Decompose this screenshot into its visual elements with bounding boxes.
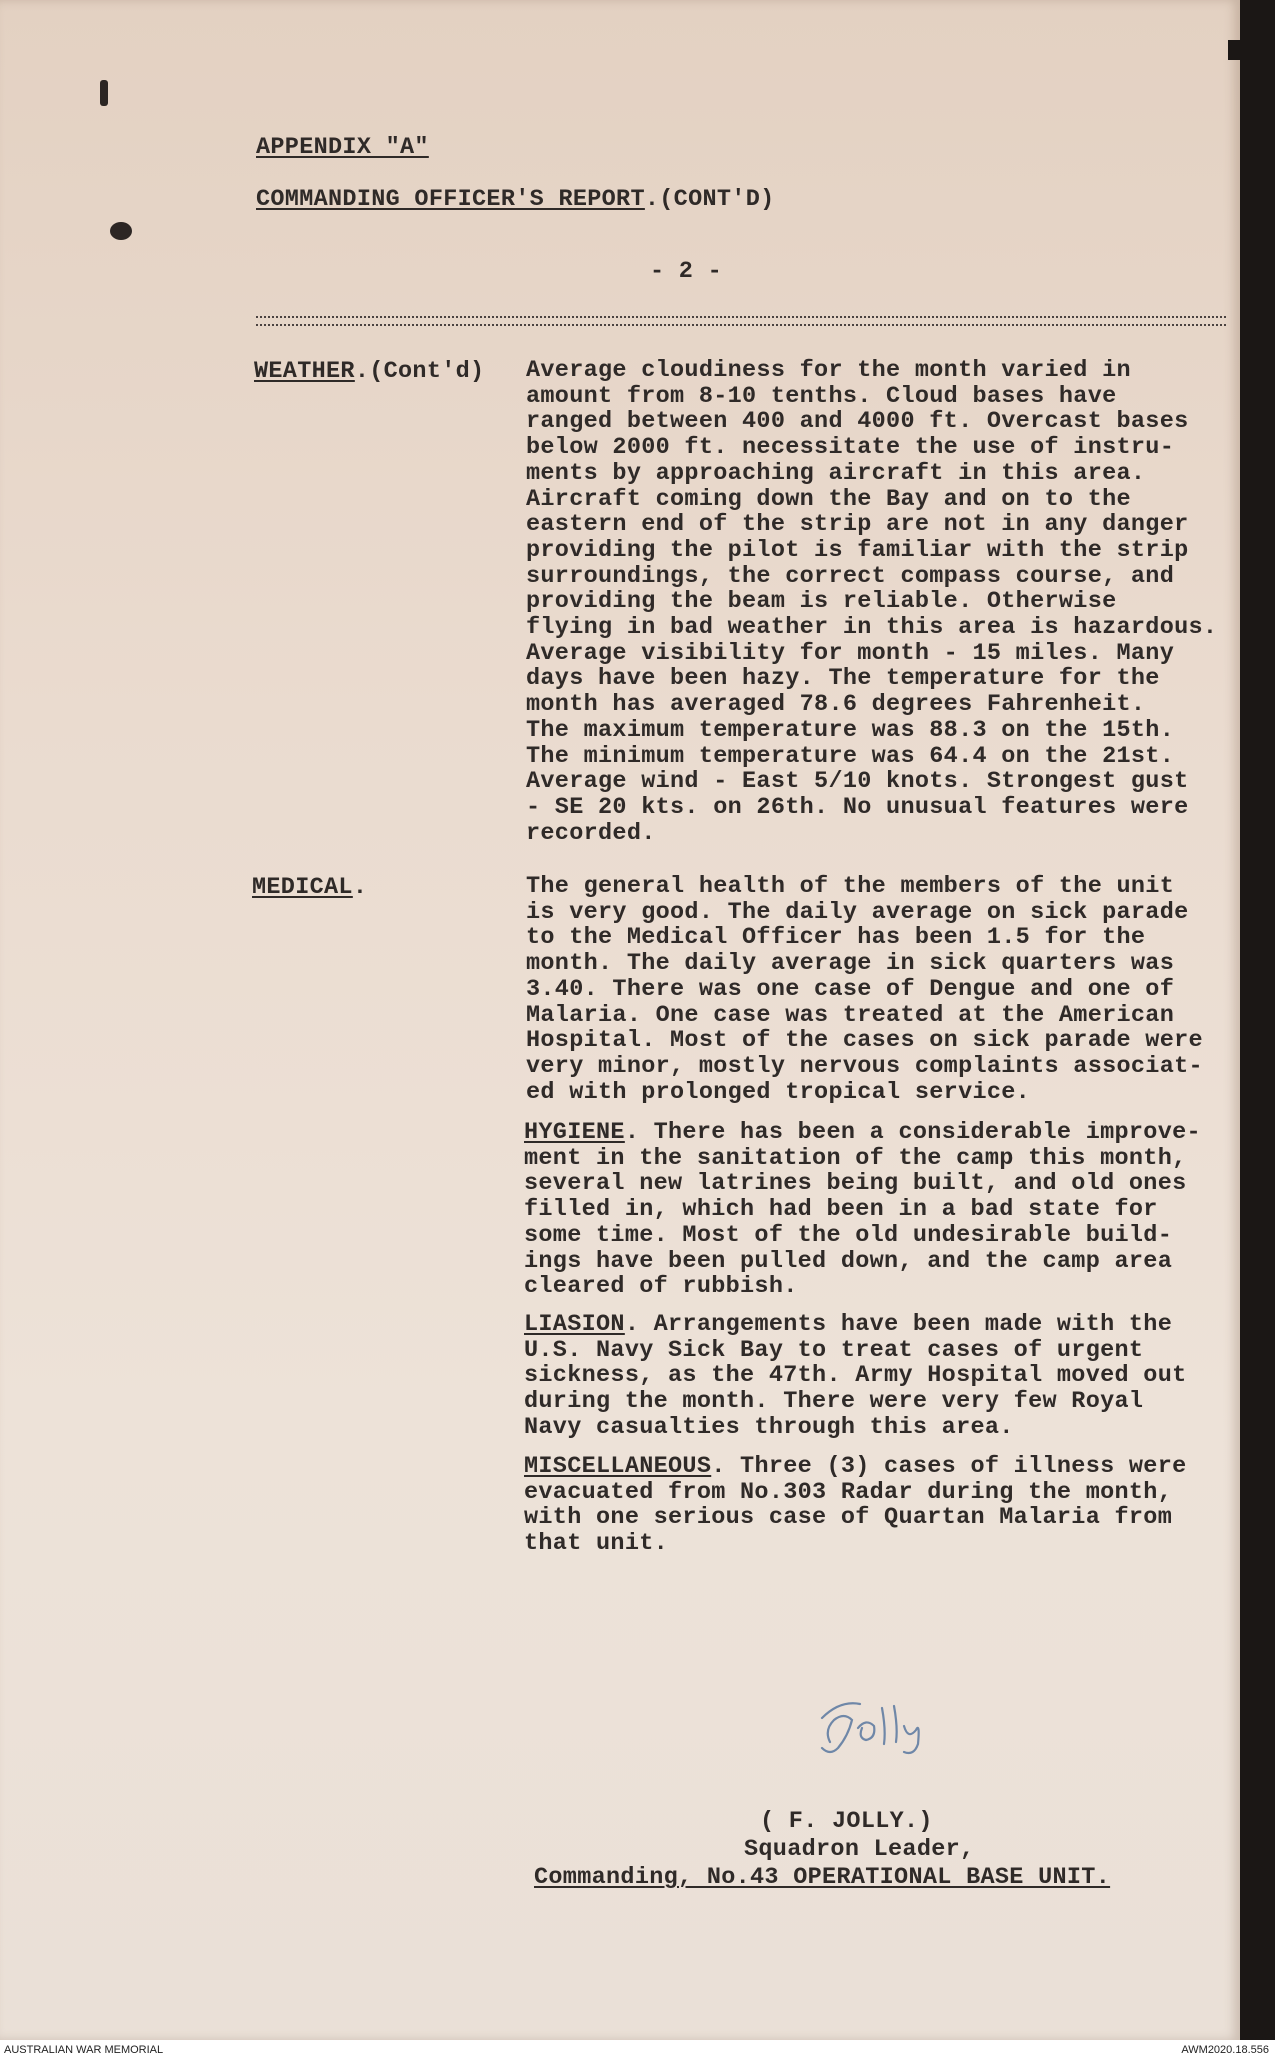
- liaison-label: LIASION: [524, 1311, 625, 1338]
- medical-text-line: is very good. The daily average on sick parade: [526, 898, 1189, 926]
- footer-institution: AUSTRALIAN WAR MEMORIAL: [4, 2044, 164, 2056]
- hygiene-text-line: several new latrines being built, and old ones: [524, 1170, 1187, 1198]
- misc-label: MISCELLANEOUS: [524, 1453, 712, 1480]
- weather-text-line: flying in bad weather in this area is hazardous.: [526, 614, 1218, 642]
- weather-text-line: eastern end of the strip are not in any danger: [526, 511, 1189, 539]
- punch-hole: [110, 222, 132, 240]
- separator-rule: [256, 316, 1226, 326]
- weather-text-line: amount from 8-10 tenths. Cloud bases have: [526, 382, 1117, 410]
- scan-border-right: [1240, 0, 1275, 2040]
- hygiene-paragraph: [524, 1120, 1244, 1300]
- medical-text-line: Hospital. Most of the cases on sick parade were: [526, 1027, 1203, 1055]
- weather-text-line: The minimum temperature was 64.4 on the 21st.: [526, 742, 1175, 770]
- report-title: [256, 186, 775, 213]
- medical-text-line: Malaria. One case was treated at the American: [526, 1001, 1175, 1029]
- punch-hole-mark: [100, 80, 108, 106]
- signatory-rank: Squadron Leader,: [744, 1836, 975, 1863]
- weather-text-line: below 2000 ft. necessitate the use of instru-: [526, 434, 1175, 462]
- medical-text: [526, 874, 1246, 1105]
- medical-label-suffix: .: [352, 874, 368, 901]
- hygiene-text-line: ings have been pulled down, and the camp area: [524, 1247, 1173, 1275]
- weather-text-line: ments by approaching aircraft in this area.: [526, 459, 1146, 487]
- weather-text-line: Average visibility for month - 15 miles. Many: [526, 639, 1175, 667]
- liaison-first-line: [524, 1312, 1244, 1338]
- misc-first-line: [524, 1454, 1244, 1480]
- hygiene-text-line: ment in the sanitation of the camp this month,: [524, 1144, 1187, 1172]
- misc-text-line: that unit.: [524, 1530, 669, 1558]
- weather-text-line: providing the pilot is familiar with the strip: [526, 536, 1189, 564]
- handwritten-signature: [800, 1690, 1000, 1760]
- weather-text-line: The maximum temperature was 88.3 on the 15th.: [526, 716, 1175, 744]
- liaison-first-line-text: . Arrangements have been made with the: [624, 1311, 1173, 1338]
- hygiene-text-line: filled in, which had been in a bad state for: [524, 1196, 1158, 1224]
- misc-first-line-text: . Three (3) cases of illness were: [711, 1453, 1187, 1480]
- weather-text-line: providing the beam is reliable. Otherwise: [526, 588, 1117, 616]
- misc-text-line: evacuated from No.303 Radar during the month,: [524, 1478, 1173, 1506]
- appendix-heading: APPENDIX "A": [256, 134, 429, 161]
- liaison-lines: [524, 1338, 1244, 1441]
- weather-text: [526, 358, 1246, 846]
- weather-text-line: Average wind - East 5/10 knots. Strongest gust: [526, 768, 1189, 796]
- medical-text-line: very minor, mostly nervous complaints associat-: [526, 1052, 1203, 1080]
- weather-text-line: recorded.: [526, 819, 656, 847]
- medical-label-main: MEDICAL: [252, 874, 353, 901]
- archive-footer: [0, 2040, 1275, 2061]
- report-title-main: COMMANDING OFFICER'S REPORT: [256, 186, 645, 213]
- weather-text-line: surroundings, the correct compass course, and: [526, 562, 1175, 590]
- liaison-text-line: sickness, as the 47th. Army Hospital moved out: [524, 1362, 1187, 1390]
- corner-tear: [1228, 40, 1240, 60]
- weather-label-suffix: .(Cont'd): [354, 358, 485, 385]
- weather-label-main: WEATHER: [254, 358, 355, 385]
- signatory-unit: Commanding, No.43 OPERATIONAL BASE UNIT.: [534, 1864, 1111, 1891]
- hygiene-text-line: some time. Most of the old undesirable build-: [524, 1221, 1173, 1249]
- hygiene-text-line: cleared of rubbish.: [524, 1273, 798, 1301]
- medical-text-line: 3.40. There was one case of Dengue and one of: [526, 975, 1175, 1003]
- hygiene-lines: [524, 1146, 1244, 1300]
- hygiene-first-line-text: . There has been a considerable improve-: [624, 1119, 1201, 1146]
- weather-label: [254, 358, 484, 385]
- medical-text-line: ed with prolonged tropical service.: [526, 1078, 1031, 1106]
- miscellaneous-paragraph: [524, 1454, 1244, 1557]
- signatory-name: ( F. JOLLY.): [760, 1808, 933, 1835]
- weather-text-line: Average cloudiness for the month varied in: [526, 357, 1131, 384]
- footer-accession: AWM2020.18.556: [1181, 2044, 1269, 2056]
- hygiene-label: HYGIENE: [524, 1119, 625, 1146]
- misc-text-line: with one serious case of Quartan Malaria from: [524, 1504, 1173, 1532]
- liaison-text-line: during the month. There were very few Royal: [524, 1388, 1144, 1416]
- weather-text-line: Aircraft coming down the Bay and on to the: [526, 485, 1131, 513]
- medical-text-line: The general health of the members of the unit: [526, 873, 1175, 900]
- report-title-cont: .(CONT'D): [644, 186, 775, 213]
- medical-label: [252, 874, 367, 901]
- weather-text-line: month has averaged 78.6 degrees Fahrenheit.: [526, 691, 1146, 719]
- medical-text-line: to the Medical Officer has been 1.5 for the: [526, 924, 1146, 952]
- misc-lines: [524, 1480, 1244, 1557]
- hygiene-first-line: [524, 1120, 1244, 1146]
- liaison-paragraph: [524, 1312, 1244, 1441]
- medical-text-line: month. The daily average in sick quarters was: [526, 950, 1175, 978]
- liaison-text-line: U.S. Navy Sick Bay to treat cases of urgent: [524, 1336, 1144, 1364]
- weather-text-line: ranged between 400 and 4000 ft. Overcast bases: [526, 408, 1189, 436]
- liaison-text-line: Navy casualties through this area.: [524, 1413, 1014, 1441]
- weather-text-line: - SE 20 kts. on 26th. No unusual features were: [526, 793, 1189, 821]
- weather-text-line: days have been hazy. The temperature for the: [526, 665, 1160, 693]
- page-number: - 2 -: [650, 258, 723, 285]
